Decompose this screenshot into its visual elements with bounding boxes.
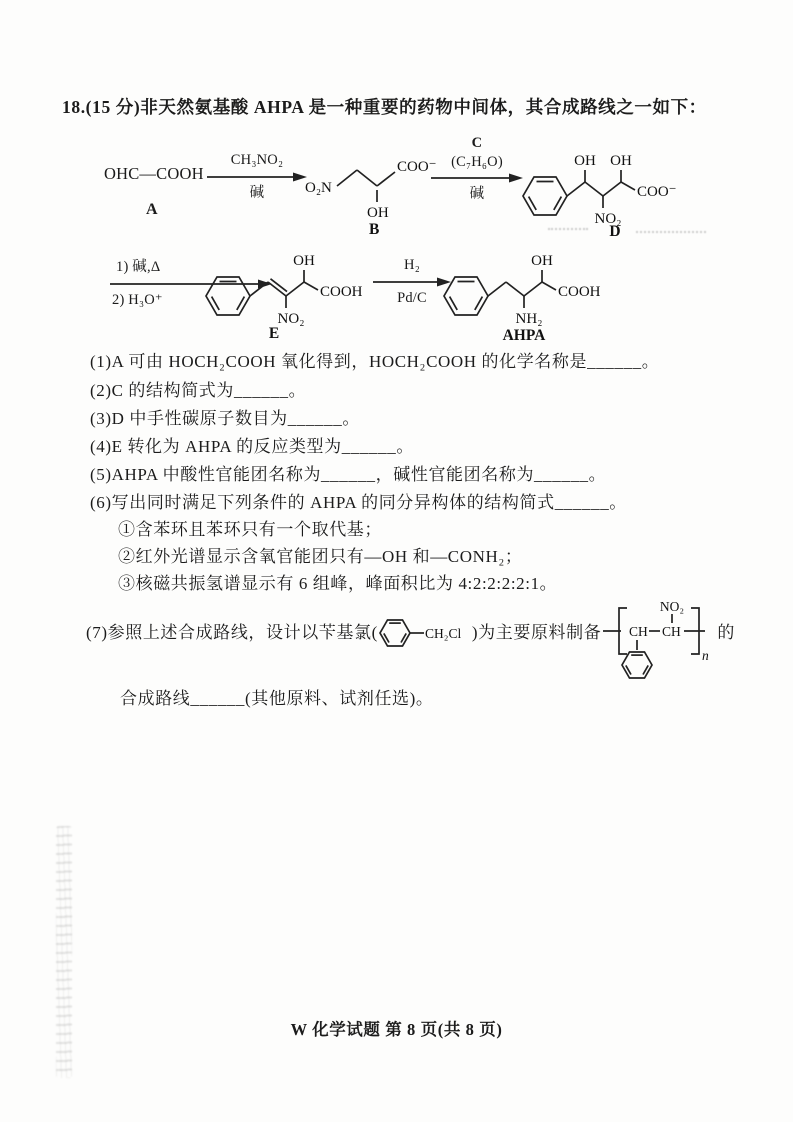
question-7-middle: )为主要原料制备 — [471, 623, 602, 642]
question-6-condition-2: ②红外光谱显示含氧官能团只有—OH 和—CONH₂； — [118, 547, 523, 566]
step1-reagent-below: 碱 — [249, 184, 265, 201]
benzene-ring-icon — [523, 177, 567, 215]
svg-text:OH: OH — [531, 253, 553, 269]
svg-text:O₂N: O₂N — [305, 180, 332, 196]
scan-artifact — [636, 231, 706, 233]
question-1: (1)A 可由 HOCH₂COOH 氧化得到，HOCH₂COOH 的化学名称是______。 — [90, 352, 660, 371]
svg-text:OH: OH — [610, 153, 632, 169]
reaction-step-1 — [206, 151, 308, 202]
step4-reagent-below: Pd/C — [397, 289, 427, 306]
step3-condition-2: 2) H₃O⁺ — [112, 291, 163, 308]
svg-text:COOH: COOH — [320, 284, 363, 300]
svg-text:NO₂: NO₂ — [660, 599, 685, 614]
step4-reagent-above: H₂ — [404, 257, 420, 273]
question-6: (6)写出同时满足下列条件的 AHPA 的同分异构体的结构简式______。 — [90, 493, 627, 512]
svg-text:COO⁻: COO⁻ — [397, 159, 437, 175]
svg-text:NO₂: NO₂ — [277, 311, 305, 327]
question-6-condition-3: ③核磁共振氢谱显示有 6 组峰，峰面积比为 4:2:2:2:2:1。 — [118, 574, 558, 593]
svg-text:NH₂: NH₂ — [515, 311, 543, 327]
question-7-line-1 — [86, 599, 735, 686]
benzene-ring-icon — [444, 277, 488, 315]
step2-reagent-below: 碱 — [469, 186, 485, 202]
question-2: (2)C 的结构简式为______。 — [90, 381, 307, 400]
reaction-arrow-icon — [207, 171, 307, 183]
step1-reagent-above: CH₃NO₂ — [230, 152, 284, 168]
svg-text:OH: OH — [574, 153, 596, 169]
page-footer: W 化学试题 第 8 页(共 8 页) — [290, 1020, 503, 1039]
svg-text:COO⁻: COO⁻ — [637, 184, 677, 200]
step3-condition-1: 1) 碱,Δ — [116, 259, 161, 275]
compound-a-formula: OHC—COOH — [104, 164, 204, 183]
compound-d-structure — [515, 136, 700, 238]
compound-ahpa-structure — [436, 232, 614, 342]
svg-text:OH: OH — [367, 205, 389, 221]
scan-noise — [56, 826, 72, 1078]
reaction-step-2 — [430, 134, 524, 204]
question-3: (3)D 中手性碳原子数目为______。 — [90, 409, 360, 428]
question-4: (4)E 转化为 AHPA 的反应类型为______。 — [90, 437, 414, 456]
svg-text:NO₂: NO₂ — [594, 211, 622, 227]
question-7-suffix: 的 — [717, 623, 735, 642]
svg-text:CH: CH — [629, 624, 649, 639]
compound-d-label: D — [609, 223, 621, 240]
svg-text:COOH: COOH — [558, 284, 601, 300]
step2-reagent-c: C — [471, 135, 483, 151]
compound-e-label: E — [268, 325, 280, 342]
compound-ahpa-label: AHPA — [502, 327, 546, 344]
polymer-repeat-unit-structure — [603, 598, 715, 686]
question-5: (5)AHPA 中酸性官能团名称为______，碱性官能团名称为______。 — [90, 465, 607, 484]
compound-b-label: B — [369, 221, 380, 238]
benzene-ring-icon — [206, 277, 250, 315]
question-7-line-2: 合成路线______(其他原料、试剂任选)。 — [120, 689, 434, 708]
benzyl-chloride-structure — [378, 612, 472, 654]
scan-artifact — [548, 228, 588, 230]
compound-a-label: A — [146, 201, 159, 218]
question-7-prefix: (7)参照上述合成路线，设计以苄基氯( — [86, 623, 378, 642]
question-18-title: 18.(15 分)非天然氨基酸 AHPA 是一种重要的药物中间体，其合成路线之一如下： — [62, 97, 707, 117]
svg-text:CH: CH — [662, 624, 682, 639]
compound-e-structure — [198, 234, 370, 340]
step2-reagent-formula: (C₇H₆O) — [451, 153, 503, 170]
svg-text:CH₂Cl: CH₂Cl — [424, 626, 462, 641]
reaction-arrow-icon — [431, 172, 523, 184]
svg-text:OH: OH — [293, 253, 315, 269]
question-6-condition-1: ①含苯环且苯环只有一个取代基； — [118, 520, 382, 539]
svg-text:n: n — [702, 648, 710, 663]
